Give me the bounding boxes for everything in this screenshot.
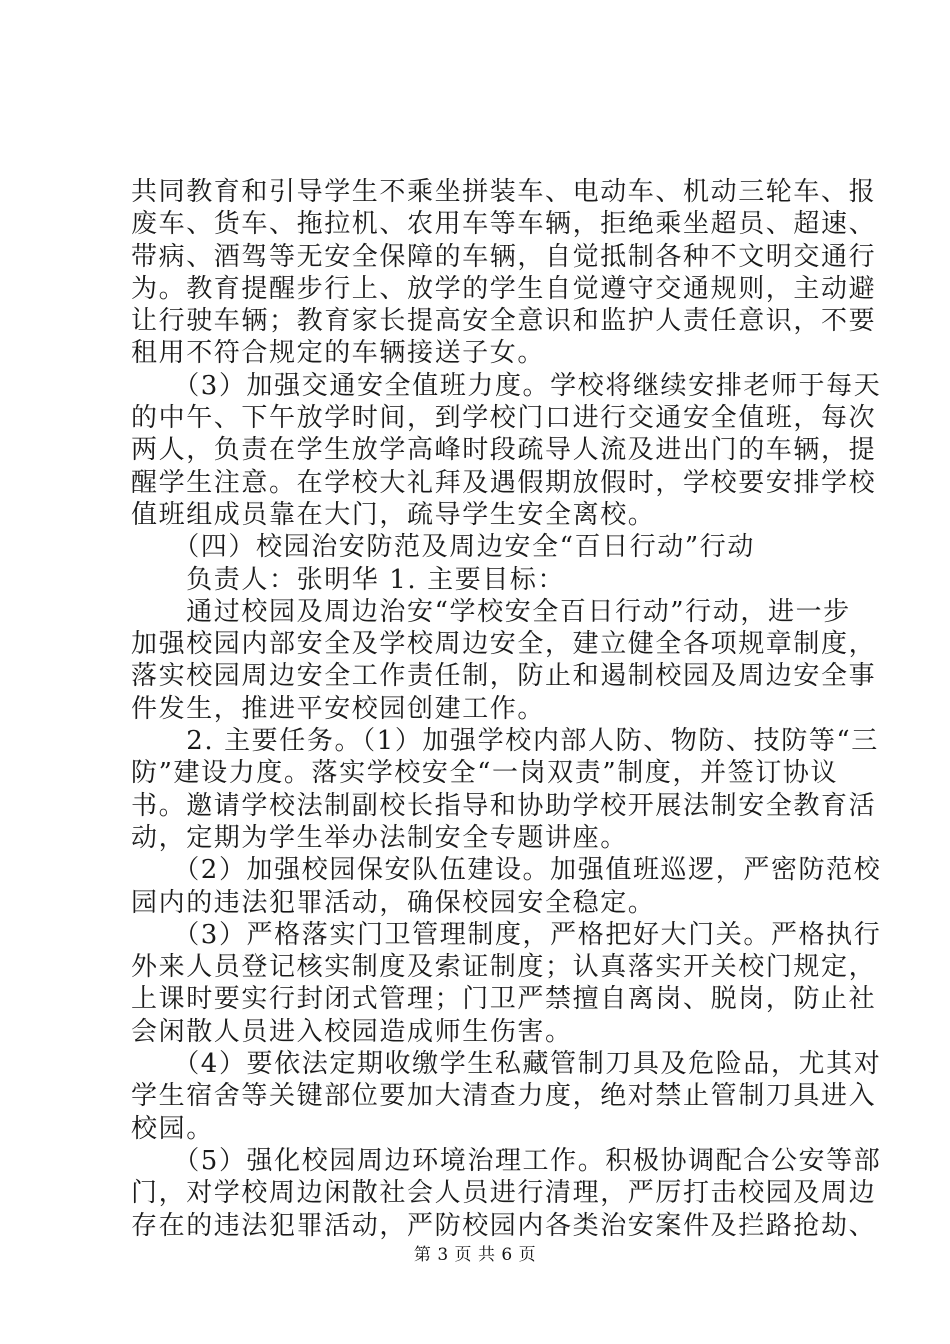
text-line: 醒学生注意。在学校大礼拜及遇假期放假时，学校要安排学校 — [131, 467, 877, 498]
text-line: 学生宿舍等关键部位要加大清查力度，绝对禁止管制刀具进入 — [131, 1081, 877, 1112]
text-line: 共同教育和引导学生不乘坐拼装车、电动车、机动三轮车、报 — [131, 177, 877, 207]
text-line: 值班组成员靠在大门，疏导学生安全离校。 — [131, 499, 656, 530]
text-line: （四）校园治安防范及周边安全“百日行动”行动 — [131, 532, 755, 563]
text-line: 会闲散人员进入校园造成师生伤害。 — [131, 1016, 573, 1047]
text-line: （3）加强交通安全值班力度。学校将继续安排老师于每天 — [131, 370, 882, 401]
text-line: 上课时要实行封闭式管理；门卫严禁擅自离岗、脱岗，防止社 — [131, 984, 877, 1015]
text-line: 负责人：张明华 1. 主要目标： — [131, 564, 566, 595]
text-line: 外来人员登记核实制度及索证制度；认真落实开关校门规定， — [131, 952, 877, 983]
text-line: （5）强化校园周边环境治理工作。积极协调配合公安等部 — [131, 1145, 882, 1176]
text-line: （2）加强校园保安队伍建设。加强值班巡逻，严密防范校 — [131, 855, 882, 886]
text-line: 园内的违法犯罪活动，确保校园安全稳定。 — [131, 887, 656, 918]
page-footer: 第 3 页 共 6 页 — [413, 1245, 537, 1265]
text-line: 为。教育提醒步行上、放学的学生自觉遵守交通规则，主动避 — [131, 273, 877, 304]
text-line: 校园。 — [131, 1113, 214, 1144]
text-line: 书。邀请学校法制副校长指导和协助学校开展法制安全教育活 — [131, 790, 877, 821]
text-line: 存在的违法犯罪活动，严防校园内各类治安案件及拦路抢劫、 — [131, 1210, 877, 1241]
text-line: （3）严格落实门卫管理制度，严格把好大门关。严格执行 — [131, 919, 882, 950]
text-line: 两人，负责在学生放学高峰时段疏导人流及进出门的车辆，提 — [131, 435, 877, 466]
text-line: 带病、酒驾等无安全保障的车辆，自觉抵制各种不文明交通行 — [131, 241, 877, 272]
text-line: 废车、货车、拖拉机、农用车等车辆，拒绝乘坐超员、超速、 — [131, 209, 877, 240]
text-line: 动，定期为学生举办法制安全专题讲座。 — [131, 822, 628, 853]
text-line: 让行驶车辆；教育家长提高安全意识和监护人责任意识，不要 — [131, 306, 877, 337]
text-line: 落实校园周边安全工作责任制，防止和遏制校园及周边安全事 — [131, 661, 877, 692]
text-line: 的中午、下午放学时间，到学校门口进行交通安全值班，每次 — [131, 403, 877, 434]
text-line: 门，对学校周边闲散社会人员进行清理，严厉打击校园及周边 — [131, 1178, 877, 1209]
text-line: 租用不符合规定的车辆接送子女。 — [131, 338, 546, 369]
text-line: 加强校园内部安全及学校周边安全，建立健全各项规章制度， — [131, 629, 877, 660]
text-line: 2. 主要任务。（1）加强学校内部人防、物防、技防等“三 — [131, 726, 879, 757]
text-line: 件发生，推进平安校园创建工作。 — [131, 693, 546, 724]
text-line: 通过校园及周边治安“学校安全百日行动”行动，进一步 — [131, 596, 851, 627]
text-line: 防”建设力度。落实学校安全“一岗双责”制度，并签订协议 — [131, 758, 839, 789]
document-body — [131, 176, 882, 1242]
text-line: （4）要依法定期收缴学生私藏管制刀具及危险品，尤其对 — [131, 1049, 882, 1080]
